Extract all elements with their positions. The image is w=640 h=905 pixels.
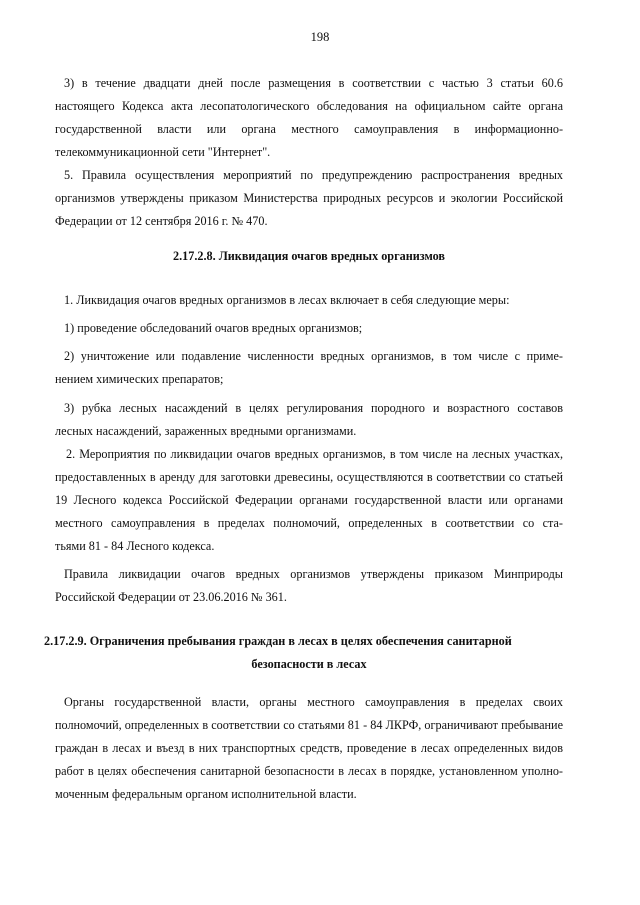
paragraph-measure-3-end: лесных насаждений, зараженных вредными организмами. xyxy=(55,424,357,438)
section-heading-2-17-2-9-line-2: безопасности в лесах xyxy=(251,657,367,671)
paragraph-measure-2-end: нением химических препаратов; xyxy=(55,372,224,386)
paragraph-liquidation-rules: Правила ликвидации очагов вредных организмов утверждены приказом Минприроды xyxy=(64,567,563,581)
paragraph-measure-2: 2) уничтожение или подавление численности вредных организмов, в том числе с приме- xyxy=(64,349,563,363)
paragraph-measure-3: 3) рубка лесных насаждений в целях регулирования породного и возрастного составов xyxy=(64,401,563,415)
page-number: 198 xyxy=(310,30,330,44)
paragraph-rules-prevention-end: Федерации от 12 сентября 2016 г. № 470. xyxy=(55,214,268,228)
paragraph-liquidation-rules-end: Российской Федерации от 23.06.2016 № 361. xyxy=(55,590,287,604)
section-heading-2-17-2-9: 2.17.2.9. Ограничения пребывания граждан в лесах в целях обеспечения санитарной xyxy=(44,634,512,648)
paragraph-item-3: 3) в течение двадцати дней после размещения в соответствии с частью 3 статьи 60.6 настоящего Кодекса акта лесопатологического обследования на официальном сайте органа государственной власти или органа местного самоуправления в информационно- xyxy=(55,76,563,136)
paragraph-liquidation-activities-end: тьями 81 - 84 Лесного кодекса. xyxy=(55,539,215,553)
paragraph-restrictions: Органы государственной власти, органы местного самоуправления в пределах своих полномочий, определенных в соответствии со статьями 81 - 84 ЛКРФ, ограничивают пребывание граждан в лесах и въезд в них транспортных средств, проведение в лесах определенных видов работ в целях обеспечения санитарной безопасности в лесах в порядке, установленном уполно- xyxy=(55,695,563,778)
paragraph-measure-1: 1) проведение обследований очагов вредных организмов; xyxy=(64,321,363,335)
section-heading-2-17-2-8: 2.17.2.8. Ликвидация очагов вредных организмов xyxy=(172,249,445,263)
paragraph-rules-prevention: 5. Правила осуществления мероприятий по предупреждению распространения вредных организмов утверждены приказом Министерства природных ресурсов и экологии Российской xyxy=(55,168,563,205)
paragraph-restrictions-end: моченным федеральным органом исполнительной власти. xyxy=(55,787,357,801)
paragraph-item-3-end: телекоммуникационной сети "Интернет". xyxy=(55,145,271,159)
paragraph-liquidation-activities: 2. Мероприятия по ликвидации очагов вредных организмов, в том числе на лесных участках, предоставленных в аренду для заготовки древесины, осуществляются в соответствии со статьей 19 Лесного кодекса Российской Федерации органами государственной власти или органами местного самоуправления в пределах полномочий, определенных в соответствии со ста- xyxy=(55,447,563,530)
paragraph-liquidation-measures: 1. Ликвидация очагов вредных организмов в лесах включает в себя следующие меры: xyxy=(64,293,510,307)
